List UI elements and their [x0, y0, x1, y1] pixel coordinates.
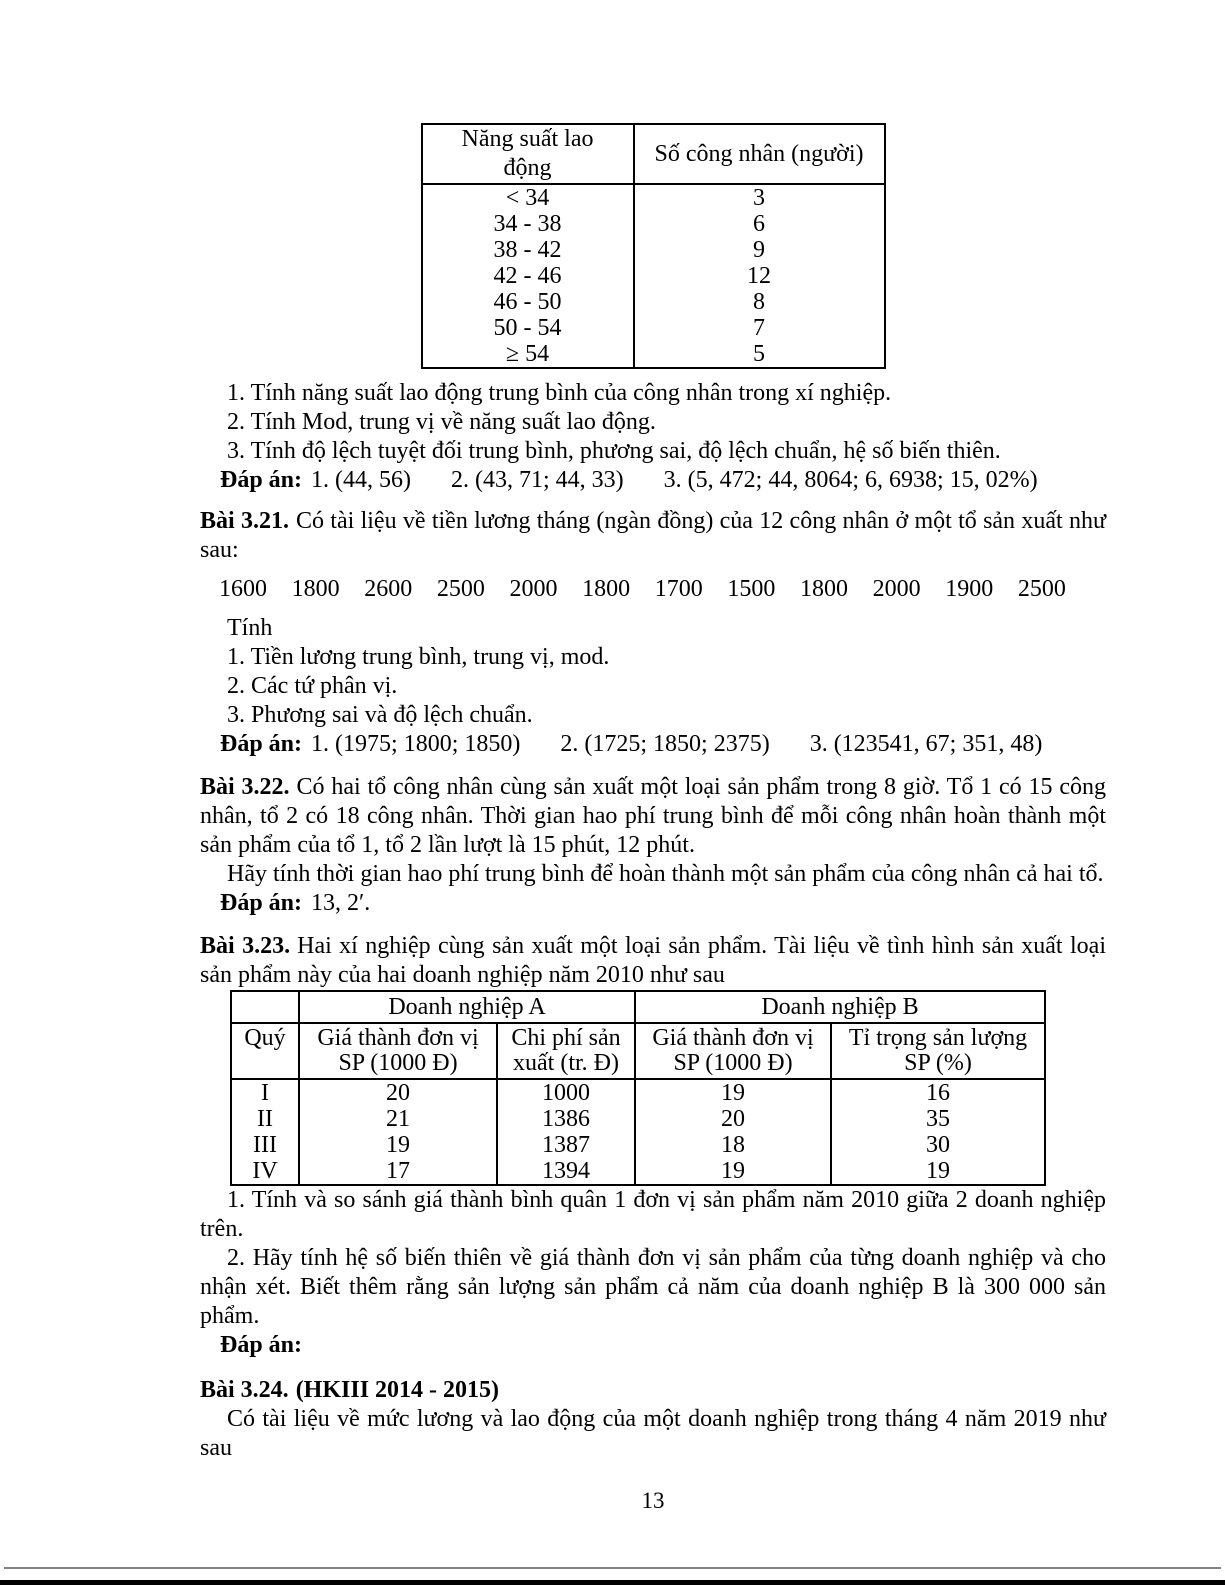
table-row: [422, 237, 885, 263]
table-cell: 16: [831, 1079, 1045, 1106]
table-cell: < 34: [505, 185, 550, 211]
exercise-subtitle: (HKIII 2014 - 2015): [295, 1377, 500, 1403]
answer-line: [200, 730, 1106, 759]
salary-value: 1600: [219, 576, 267, 602]
table-cell: 19: [299, 1132, 497, 1158]
table-cell: 34 - 38: [493, 211, 562, 237]
table-cell: 46 - 50: [493, 289, 562, 315]
table-cell: 20: [299, 1079, 497, 1106]
salary-value: 2500: [1017, 576, 1066, 602]
table-cell: 20: [635, 1106, 831, 1132]
salary-value: 2500: [436, 576, 485, 602]
group-header: Doanh nghiệp A: [299, 991, 635, 1023]
table-cell: 1387: [497, 1132, 635, 1158]
column-header: Số công nhân (người): [634, 124, 885, 184]
column-header: Năng suất lao động: [422, 124, 634, 184]
exercise-intro: [200, 932, 1106, 990]
answer-label: Đáp án:: [220, 1332, 303, 1358]
table-row: [422, 341, 885, 368]
productivity-table: [421, 123, 886, 369]
answer-line: [200, 1331, 1106, 1360]
exercise-question: Hãy tính thời gian hao phí trung bình để hoàn thành một sản phẩm của công nhân cả hai tổ.: [227, 861, 1104, 887]
table-cell: 12: [634, 263, 885, 289]
task-item: 1. Tính năng suất lao động trung bình của công nhân trong xí nghiệp.: [227, 380, 892, 406]
table-cell: 50 - 54: [493, 315, 562, 341]
exercise-intro-text: Có tài liệu về tiền lương tháng (ngàn đồng) của 12 công nhân ở một tổ sản xuất như sau:: [200, 508, 1106, 563]
table-cell: 42 - 46: [493, 263, 562, 289]
exercise-intro: [200, 507, 1106, 565]
column-header: Tỉ trọng sản lượng SP (%): [831, 1023, 1045, 1079]
table-cell: 19: [831, 1158, 1045, 1185]
table-cell: 1386: [497, 1106, 635, 1132]
salary-value: 2600: [364, 576, 413, 602]
answer-label: Đáp án:: [220, 731, 303, 757]
table-cell: 18: [635, 1132, 831, 1158]
table-row: [231, 1158, 1045, 1185]
exercise-321: [200, 507, 1106, 759]
answer-line: [200, 889, 1106, 918]
table-group-header-row: [231, 991, 1045, 1023]
exercise-label: Bài 3.23.: [200, 933, 291, 959]
table-row: [422, 211, 885, 237]
salary-values-row: [219, 575, 1066, 604]
table-cell: I: [261, 1080, 269, 1106]
answer-line: [200, 466, 1106, 495]
table-cell: 19: [635, 1158, 831, 1185]
table-row: [231, 1132, 1045, 1158]
exercise-heading: [200, 1376, 1106, 1405]
exercise-323: [200, 932, 1106, 1360]
table-row: [231, 1106, 1045, 1132]
task-item: 2. Các tứ phân vị.: [227, 673, 398, 699]
footer-divider-line: [4, 1567, 1221, 1569]
answer-value: 3. (123541, 67; 351, 48): [809, 731, 1043, 757]
table-cell: 5: [634, 341, 885, 368]
exercise-label: Bài 3.22.: [200, 774, 290, 800]
group-header: Doanh nghiệp B: [635, 991, 1045, 1023]
table-cell: 7: [634, 315, 885, 341]
answer-value: 13, 2′.: [311, 890, 371, 916]
table-cell: 3: [634, 184, 885, 211]
task-item: 3. Tính độ lệch tuyệt đối trung bình, phương sai, độ lệch chuẩn, hệ số biến thiên.: [227, 438, 1001, 464]
table-cell: III: [253, 1132, 277, 1158]
exercise-label: Bài 3.21.: [200, 508, 289, 534]
column-header: Quý: [231, 1023, 299, 1079]
table-cell: ≥ 54: [505, 341, 550, 367]
table-cell: 38 - 42: [493, 237, 562, 263]
exercise-label: Bài 3.24.: [200, 1377, 289, 1403]
table-row: [422, 263, 885, 289]
text-column: [200, 0, 1106, 1463]
table-cell: 35: [831, 1106, 1045, 1132]
table-header-row: [422, 124, 885, 184]
table-cell: 1000: [497, 1079, 635, 1106]
exercise-322: [200, 773, 1106, 918]
exercise-intro-text: Hai xí nghiệp cùng sản xuất một loại sản phẩm. Tài liệu về tình hình sản xuất loại sản phẩm này của hai doanh nghiệp năm 2010 như sau: [200, 933, 1107, 988]
page-number: 13: [641, 1488, 665, 1513]
table-row: [422, 315, 885, 341]
table-cell: 21: [299, 1106, 497, 1132]
column-header: Chi phí sản xuất (tr. Đ): [497, 1023, 635, 1079]
salary-value: 2000: [509, 576, 558, 602]
salary-value: 1500: [727, 576, 776, 602]
compute-label: Tính: [227, 615, 273, 641]
answer-value: 2. (43, 71; 44, 33): [451, 467, 624, 493]
table-cell: 19: [635, 1079, 831, 1106]
exercise-intro-text: Có hai tổ công nhân cùng sản xuất một loại sản phẩm trong 8 giờ. Tổ 1 có 15 công nhân, tổ 2 có 18 công nhân. Thời gian hao phí trung bình để mỗi công nhân hoàn thành một sản phẩm của tổ 1, tổ 2 lần lượt là 15 phút, 12 phút.: [200, 774, 1107, 858]
table-cell: 17: [299, 1158, 497, 1185]
answer-label: Đáp án:: [220, 890, 303, 916]
task-item: 3. Phương sai và độ lệch chuẩn.: [227, 702, 533, 728]
salary-value: 1700: [654, 576, 703, 602]
table-row: [422, 289, 885, 315]
salary-value: 1800: [291, 576, 340, 602]
table-cell: 8: [634, 289, 885, 315]
table-subheader-row: [231, 1023, 1045, 1079]
table-cell: 9: [634, 237, 885, 263]
answer-value: 2. (1725; 1850; 2375): [560, 731, 770, 757]
column-header: Giá thành đơn vị SP (1000 Đ): [635, 1023, 831, 1079]
table-cell: 6: [634, 211, 885, 237]
table-row: [231, 1079, 1045, 1106]
task-item: 1. Tính và so sánh giá thành bình quân 1 đơn vị sản phẩm năm 2010 giữa 2 doanh nghiệp trên.: [200, 1187, 1106, 1242]
exercise-320-tasks: [200, 379, 1106, 495]
salary-value: 1800: [800, 576, 848, 602]
table-cell: 1394: [497, 1158, 635, 1185]
empty-cell: [231, 991, 299, 1023]
task-item: 2. Hãy tính hệ số biến thiên về giá thành đơn vị sản phẩm của từng doanh nghiệp và cho nhận xét. Biết thêm rằng sản lượng sản phẩm cả năm của doanh nghiệp B là 300 000 sản phẩm.: [200, 1245, 1106, 1329]
exercise-intro: [200, 773, 1106, 860]
answer-value: 3. (5, 472; 44, 8064; 6, 6938; 15, 02%): [663, 467, 1038, 493]
task-item: 1. Tiền lương trung bình, trung vị, mod.: [227, 644, 610, 670]
salary-value: 1900: [945, 576, 994, 602]
task-item: 2. Tính Mod, trung vị về năng suất lao động.: [227, 409, 656, 435]
table-cell: IV: [252, 1158, 278, 1184]
bottom-edge-bar: [0, 1580, 1225, 1585]
salary-value: 2000: [872, 576, 921, 602]
answer-value: 1. (44, 56): [311, 467, 412, 493]
table-cell: II: [257, 1106, 273, 1132]
exercise-324: [200, 1376, 1106, 1463]
answer-value: 1. (1975; 1800; 1850): [311, 731, 521, 757]
table-cell: 30: [831, 1132, 1045, 1158]
table-row: [422, 184, 885, 211]
exercise-intro-text: Có tài liệu về mức lương và lao động của một doanh nghiệp trong tháng 4 năm 2019 như sau: [200, 1406, 1106, 1461]
salary-value: 1800: [582, 576, 631, 602]
enterprise-table: [230, 990, 1046, 1186]
column-header: Giá thành đơn vị SP (1000 Đ): [299, 1023, 497, 1079]
answer-label: Đáp án:: [220, 467, 303, 493]
